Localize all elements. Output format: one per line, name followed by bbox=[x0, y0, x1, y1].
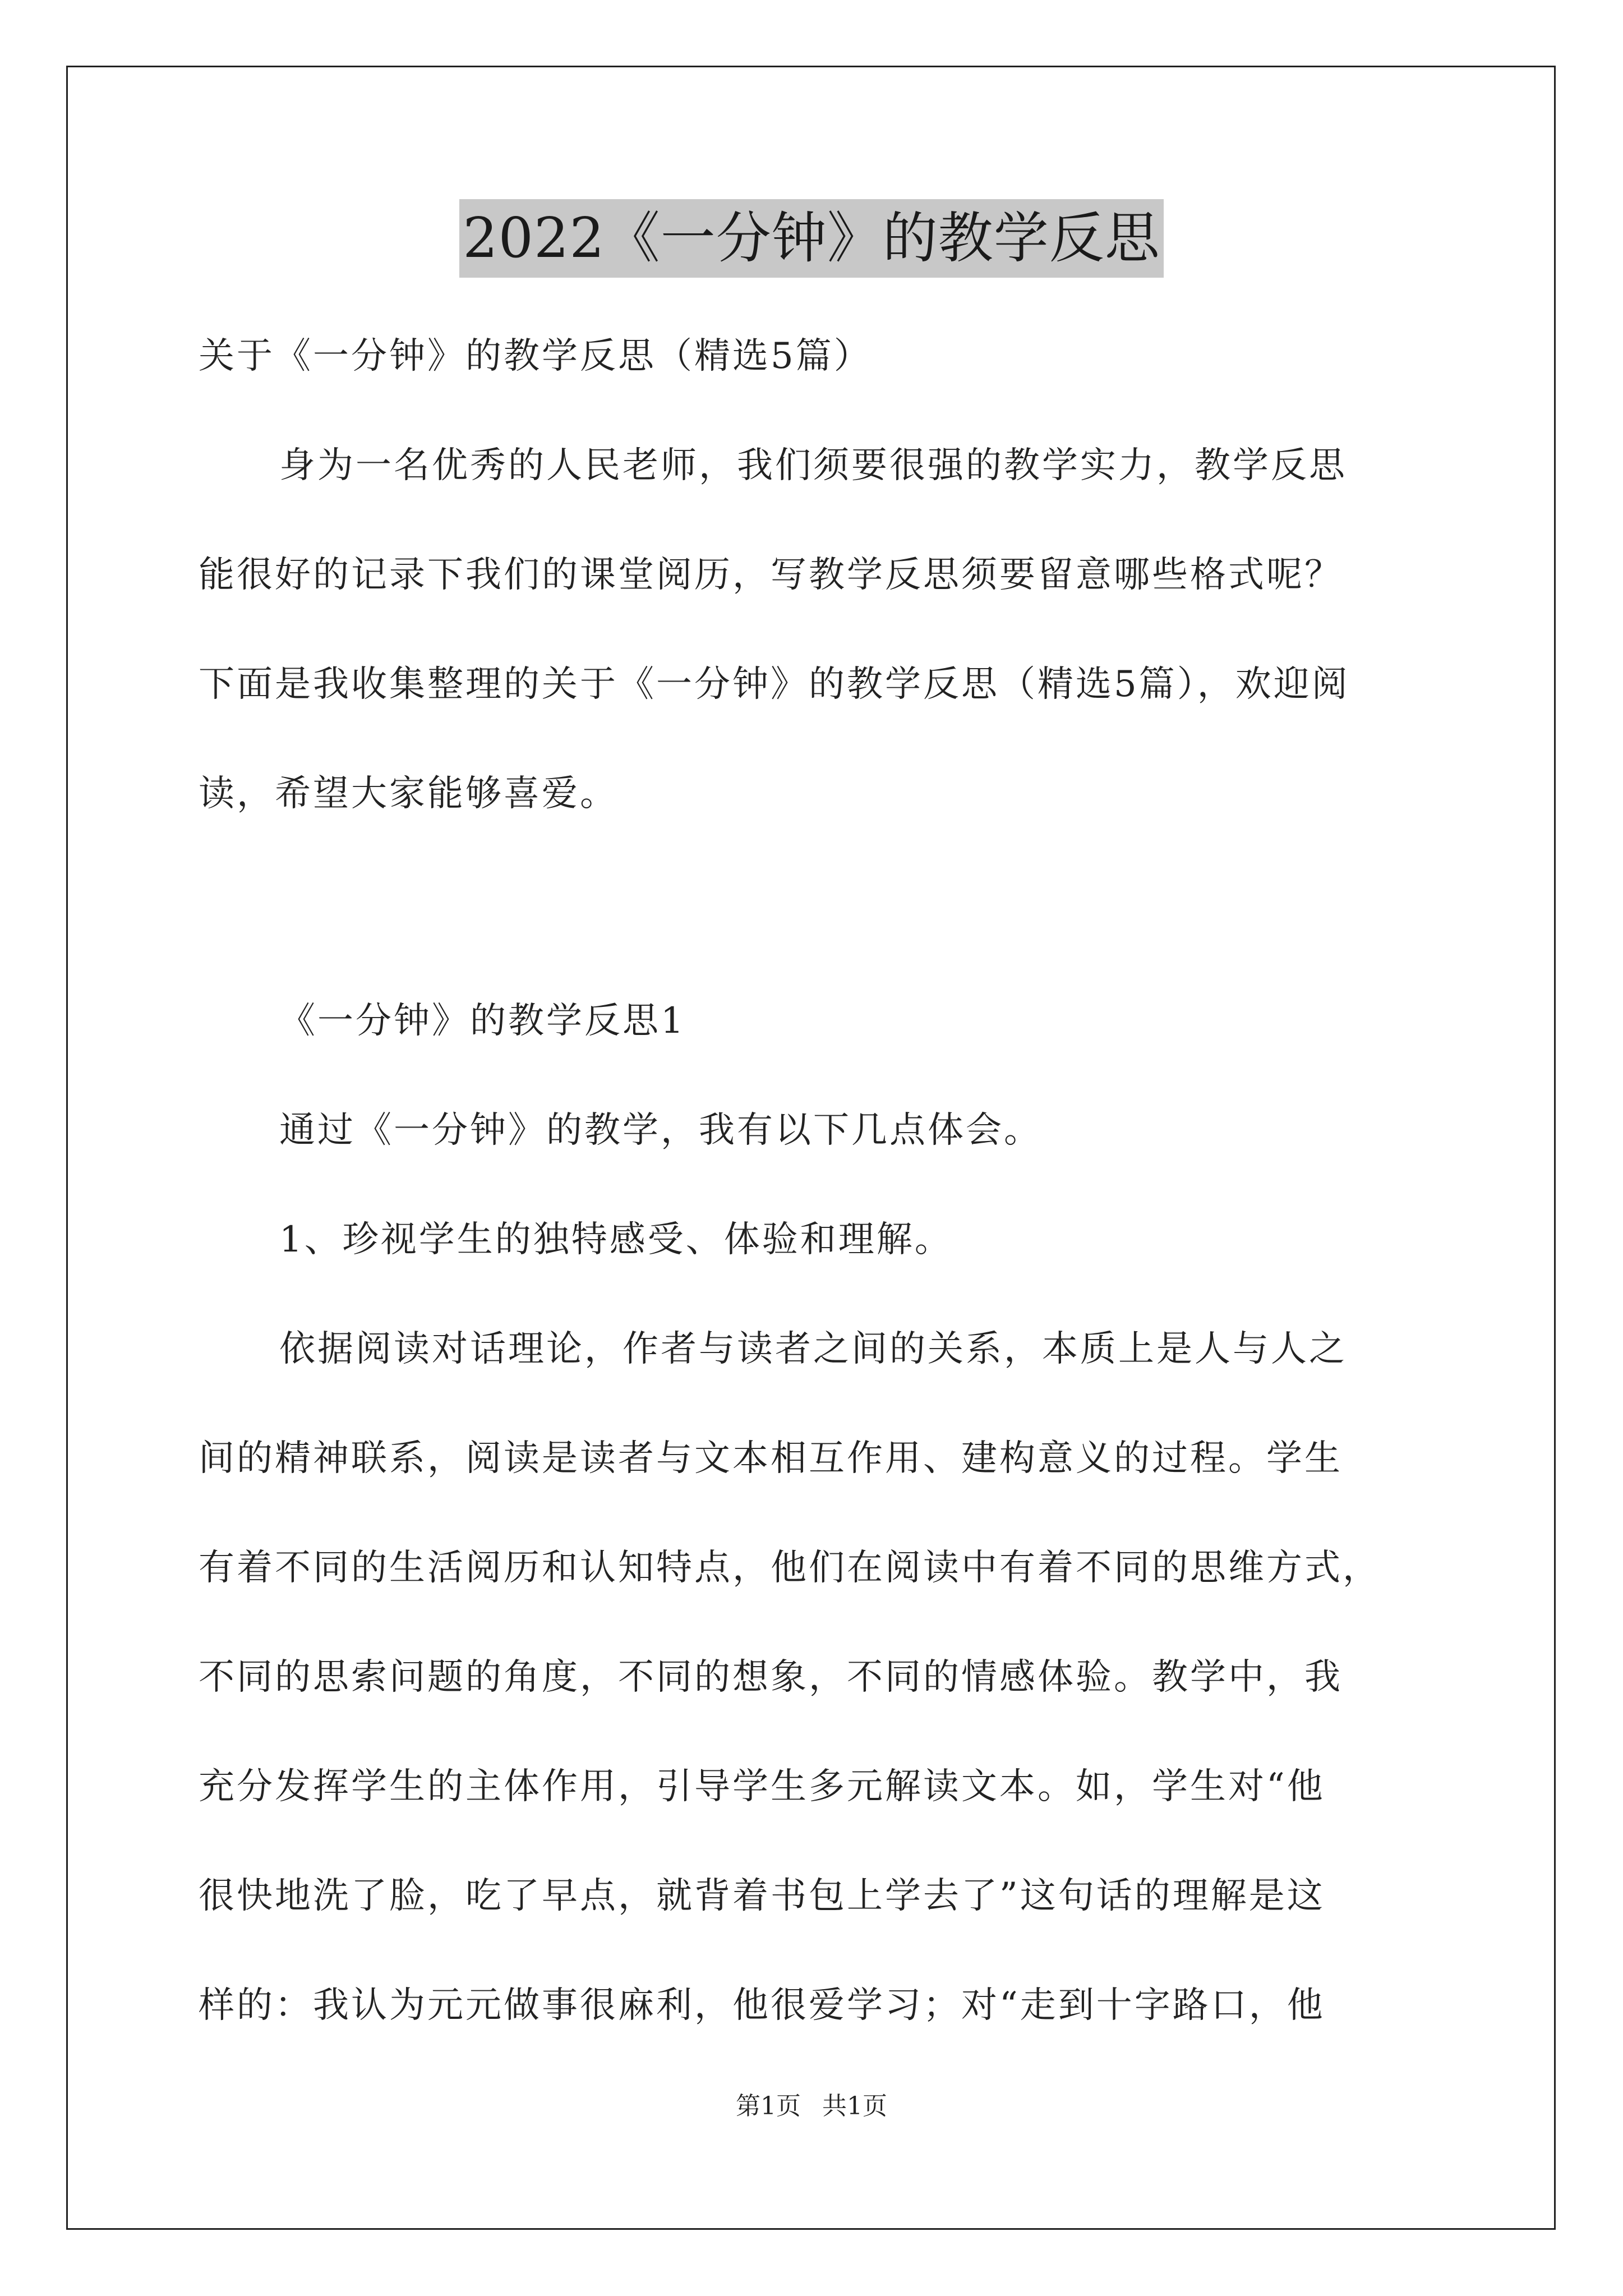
body-line-7: 样的：我认为元元做事很麻利，他很爱学习；对“走到十字路口，他 bbox=[199, 1985, 1325, 2026]
body-line-4: 不同的思索问题的角度，不同的想象，不同的情感体验。教学中，我 bbox=[199, 1657, 1343, 1698]
point-1: 1、珍视学生的独特感受、体验和理解。 bbox=[279, 1219, 953, 1260]
body-line-5: 充分发挥学生的主体作用，引导学生多元解读文本。如，学生对“他 bbox=[199, 1766, 1325, 1807]
body-line-3: 有着不同的生活阅历和认知特点，他们在阅读中有着不同的思维方式， bbox=[199, 1547, 1381, 1589]
page-current: 第1页 bbox=[736, 2092, 801, 2120]
title-container bbox=[0, 199, 1623, 278]
document-title: 2022《一分钟》的教学反思 bbox=[459, 199, 1163, 278]
page-footer bbox=[0, 2090, 1623, 2123]
intro-line-2: 能很好的记录下我们的课堂阅历，写教学反思须要留意哪些格式呢？ bbox=[199, 554, 1343, 596]
body-line-6: 很快地洗了脸，吃了早点，就背着书包上学去了”这句话的理解是这 bbox=[199, 1875, 1325, 1917]
body-line-2: 间的精神联系，阅读是读者与文本相互作用、建构意义的过程。学生 bbox=[199, 1438, 1343, 1479]
body-line-1: 依据阅读对话理论，作者与读者之间的关系，本质上是人与人之 bbox=[279, 1328, 1347, 1370]
page-total: 共1页 bbox=[822, 2092, 887, 2120]
intro-line-4: 读，希望大家能够喜爱。 bbox=[199, 773, 618, 815]
section-intro: 通过《一分钟》的教学，我有以下几点体会。 bbox=[279, 1110, 1042, 1151]
section-heading: 《一分钟》的教学反思1 bbox=[279, 1000, 686, 1042]
intro-line-1: 身为一名优秀的人民老师，我们须要很强的教学实力，教学反思 bbox=[279, 445, 1347, 486]
intro-line-3: 下面是我收集整理的关于《一分钟》的教学反思（精选5篇），欢迎阅 bbox=[199, 664, 1350, 705]
document-subtitle: 关于《一分钟》的教学反思（精选5篇） bbox=[199, 335, 872, 377]
